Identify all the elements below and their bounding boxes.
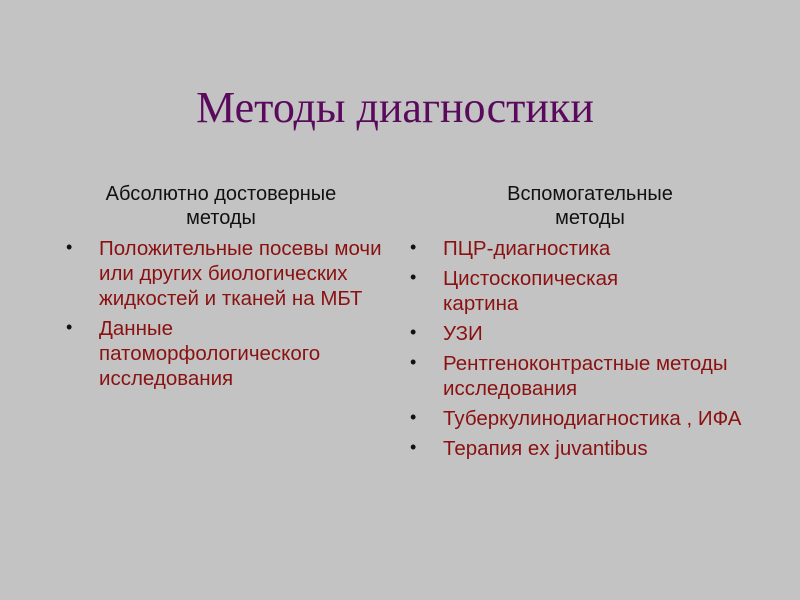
left-column-heading	[61, 182, 381, 230]
left-bullet-list	[66, 236, 396, 391]
bullet-icon: •	[410, 407, 417, 427]
list-item	[410, 406, 773, 431]
left-heading-line2: методы	[186, 207, 256, 229]
bullet-icon: •	[410, 352, 417, 372]
list-item-text: Туберкулинодиагностика , ИФА	[443, 407, 742, 430]
list-item	[410, 436, 743, 461]
right-column-heading	[410, 182, 770, 230]
bullet-icon: •	[66, 317, 73, 337]
right-heading-line2: методы	[555, 207, 625, 229]
bullet-icon: •	[410, 322, 417, 342]
list-item-text: Данные патоморфологического исследования	[99, 317, 321, 390]
list-item	[66, 316, 399, 391]
right-heading-line1: Вспомогательные	[507, 183, 673, 205]
list-item-text: Рентгеноконтрастные методы исследования	[443, 352, 728, 400]
bullet-icon: •	[66, 237, 73, 257]
list-item	[410, 266, 673, 316]
list-item	[410, 236, 743, 261]
slide-title: Методы диагностики	[196, 83, 594, 132]
right-bullet-list	[410, 236, 765, 461]
list-item-text: УЗИ	[443, 322, 483, 345]
list-item-text: ПЦР-диагностика	[443, 237, 611, 260]
left-heading-line1: Абсолютно достоверные	[105, 183, 337, 205]
bullet-icon: •	[410, 237, 417, 257]
right-column	[410, 182, 765, 466]
left-column	[66, 182, 396, 396]
bullet-icon: •	[410, 267, 417, 287]
list-item	[410, 351, 743, 401]
list-item-text: Положительные посевы мочи или других биологических жидкостей и тканей на МБТ	[99, 237, 382, 310]
list-item	[410, 321, 743, 346]
list-item	[66, 236, 399, 311]
list-item-text: Цистоскопическая картина	[443, 267, 619, 315]
bullet-icon: •	[410, 437, 417, 457]
list-item-text: Терапия ex juvantibus	[443, 437, 648, 460]
